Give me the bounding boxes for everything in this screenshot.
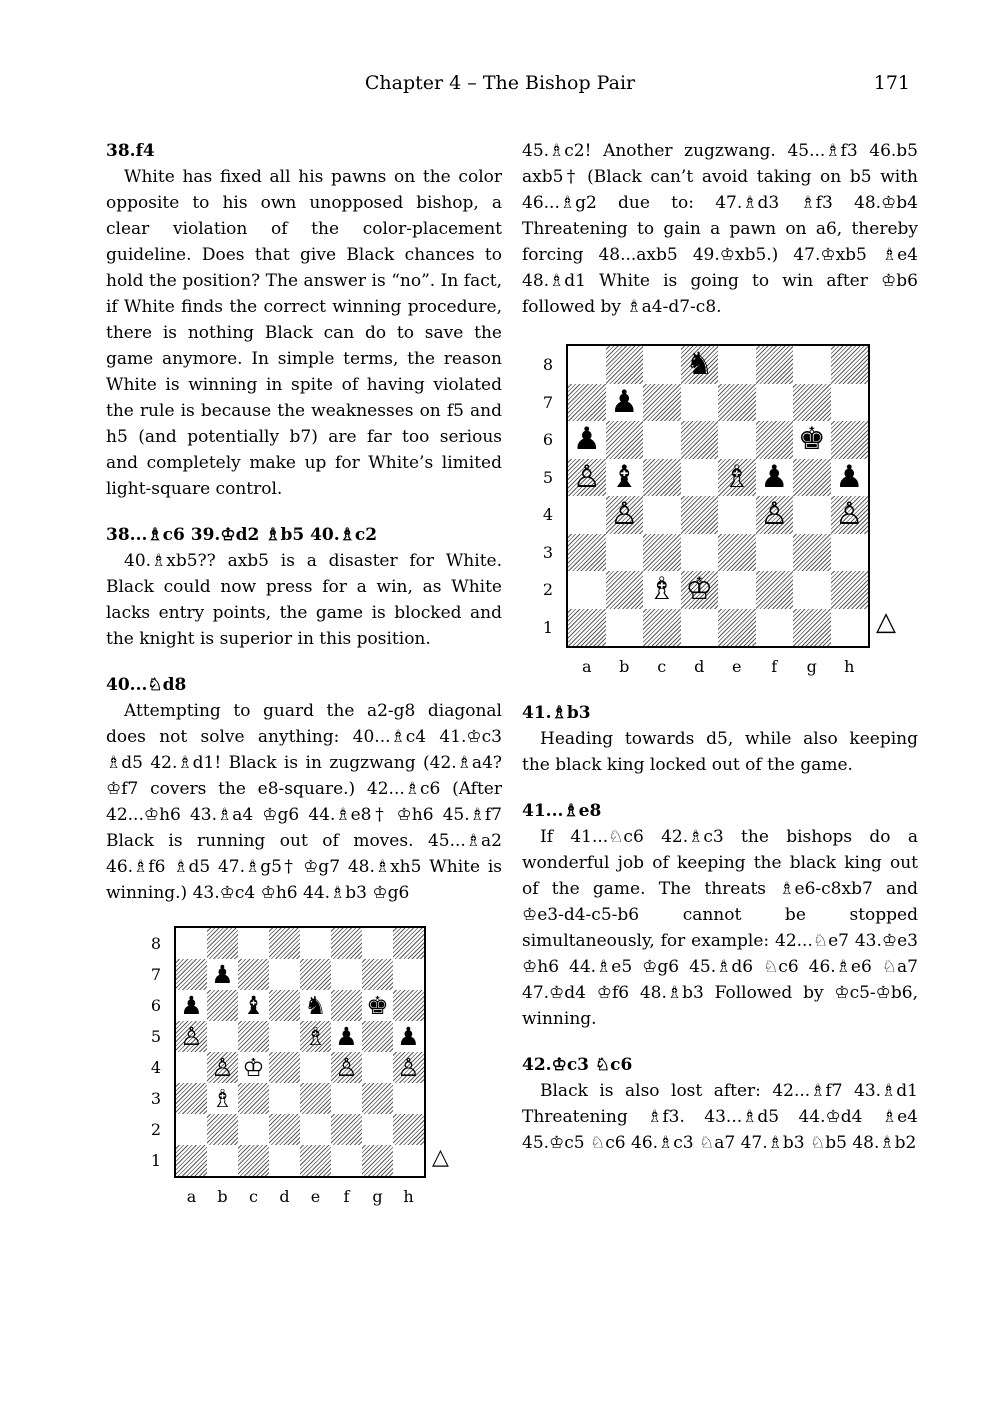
chess-piece-icon: ♟ [760,458,789,495]
square-e2 [718,571,756,609]
chess-piece-icon: ♟ [211,960,234,989]
chess-piece-icon: ♙ [397,1053,420,1082]
chess-piece-icon: ♟ [835,458,864,495]
commentary-paragraph: White has fixed all his pawns on the color opposite to his own unopposed bishop, a clear violation of the color-placement guideline. Does that give Black chances to hold the position? The answer is “no”. In fact, if White finds the correct winning procedure, there is nothing Black can do to save the game anymore. In simple terms, the reason White is winning in spite of having violated the rule is because the weaknesses on f5 and h5 (and potentially b7) are far too serious and completely make up for White’s limited light-square control. [106,167,502,499]
chess-piece-icon: ♚ [797,421,826,458]
square-f2 [756,571,794,609]
square-g1 [793,609,831,647]
file-label: h [844,657,855,676]
chess-diagram-right [522,344,918,700]
square-d1 [269,1145,300,1176]
square-b6 [207,990,238,1021]
square-f4 [331,1052,362,1083]
chess-piece-icon: ♟ [180,991,203,1020]
square-d2 [269,1114,300,1145]
chapter-title: Chapter 4 – The Bishop Pair [364,72,636,94]
file-label: e [310,1187,321,1206]
square-g3 [362,1083,393,1114]
square-f7 [331,959,362,990]
square-c7 [238,959,269,990]
square-d6 [269,990,300,1021]
rank-labels [146,928,166,1176]
square-c6 [238,990,269,1021]
square-c4 [643,496,681,534]
move-heading: 42.♔c3 ♘c6 [522,1055,633,1075]
square-b5 [207,1021,238,1052]
square-a7 [176,959,207,990]
square-f4 [756,496,794,534]
square-h8 [831,346,869,384]
rank-label: 1 [542,617,554,637]
rank-label: 8 [150,934,162,953]
square-b8 [606,346,644,384]
square-h1 [831,609,869,647]
move-heading: 41.♗b3 [522,703,591,723]
square-f5 [331,1021,362,1052]
chess-piece-icon: ♙ [180,1022,203,1051]
square-f6 [756,421,794,459]
square-a5 [176,1021,207,1052]
square-a4 [568,496,606,534]
file-label: b [217,1187,228,1206]
square-h4 [831,496,869,534]
square-g7 [362,959,393,990]
square-f8 [756,346,794,384]
rank-label: 7 [542,392,554,412]
square-h6 [831,421,869,459]
square-g7 [793,384,831,422]
rank-label: 2 [542,580,554,599]
square-e5 [300,1021,331,1052]
square-e6 [718,421,756,459]
page-number: 171 [873,72,910,94]
square-f3 [756,534,794,572]
rank-label: 5 [542,467,554,487]
square-a7 [568,384,606,422]
square-c8 [238,928,269,959]
rank-label: 2 [150,1120,162,1139]
chess-piece-icon: ♙ [572,458,601,495]
square-c8 [643,346,681,384]
file-label: a [186,1187,197,1206]
rank-label: 6 [542,430,554,449]
square-c1 [238,1145,269,1176]
rank-label: 4 [150,1058,162,1077]
square-g6 [362,990,393,1021]
square-a1 [568,609,606,647]
square-a6 [176,990,207,1021]
square-a3 [176,1083,207,1114]
square-b1 [606,609,644,647]
square-d8 [269,928,300,959]
file-label: d [279,1187,290,1206]
square-a6 [568,421,606,459]
square-a8 [568,346,606,384]
rank-label: 4 [542,505,554,524]
square-b8 [207,928,238,959]
chess-piece-icon: ♔ [242,1053,265,1082]
commentary-paragraph: Heading towards d5, while also keeping the black king locked out of the game. [522,729,918,775]
square-e7 [718,384,756,422]
square-c6 [643,421,681,459]
file-label: g [372,1187,383,1206]
square-a2 [568,571,606,609]
chess-piece-icon: ♗ [647,571,676,608]
square-g4 [362,1052,393,1083]
square-b6 [606,421,644,459]
file-label: b [619,657,630,676]
square-h3 [393,1083,424,1114]
file-label: g [806,657,817,676]
square-f8 [331,928,362,959]
square-b4 [207,1052,238,1083]
commentary-paragraph: If 41...♘c6 42.♗c3 the bishops do a wonderful job of keeping the black king out of the game. The threats ♗e6-c8xb7 and ♔e3-d4-c5-b6 cannot be stopped simultaneously, for example: 42...♘e7 43.♔e3 ♔h6 44.♗e5 ♔g6 45.♗d6 ♘c6 46.♗e6 ♘a7 47.♔d4 ♔f6 48.♗b3 Followed by ♔c5-♔b6, winning. [522,827,918,1029]
file-label: f [771,657,778,676]
square-h1 [393,1145,424,1176]
rank-label: 1 [150,1151,162,1170]
chess-piece-icon: ♔ [685,571,714,608]
white-to-move-icon: △ [876,606,896,637]
square-b7 [606,384,644,422]
square-h3 [831,534,869,572]
square-b2 [207,1114,238,1145]
chess-board [174,926,426,1178]
square-d2 [681,571,719,609]
file-label: f [343,1187,350,1206]
square-h8 [393,928,424,959]
square-e4 [718,496,756,534]
file-label: a [581,657,592,676]
square-d5 [681,459,719,497]
chess-piece-icon: ♗ [304,1022,327,1051]
chess-piece-icon: ♝ [610,458,639,495]
square-c2 [643,571,681,609]
chess-piece-icon: ♞ [685,346,714,383]
square-a8 [176,928,207,959]
chess-piece-icon: ♗ [722,458,751,495]
chess-piece-icon: ♟ [572,421,601,458]
square-c5 [643,459,681,497]
chess-piece-icon: ♙ [610,496,639,533]
square-e4 [300,1052,331,1083]
square-d3 [681,534,719,572]
square-b4 [606,496,644,534]
square-c5 [238,1021,269,1052]
move-heading: 38...♗c6 39.♔d2 ♗b5 40.♗c2 [106,525,378,545]
chess-piece-icon: ♟ [610,383,639,420]
square-h7 [831,384,869,422]
square-g2 [793,571,831,609]
square-h5 [393,1021,424,1052]
square-c2 [238,1114,269,1145]
chess-piece-icon: ♟ [397,1022,420,1051]
square-e2 [300,1114,331,1145]
square-h7 [393,959,424,990]
square-g5 [793,459,831,497]
file-labels [176,1184,424,1210]
square-d5 [269,1021,300,1052]
square-e7 [300,959,331,990]
square-b5 [606,459,644,497]
rank-label: 6 [150,996,162,1015]
square-d7 [269,959,300,990]
square-h2 [831,571,869,609]
chess-piece-icon: ♗ [211,1084,234,1113]
chess-piece-icon: ♚ [366,991,389,1020]
square-b2 [606,571,644,609]
square-g5 [362,1021,393,1052]
file-label: c [249,1187,258,1206]
file-label: c [657,657,667,676]
right-column [522,138,918,1156]
file-label: e [732,657,742,676]
square-f1 [331,1145,362,1176]
square-c1 [643,609,681,647]
square-d1 [681,609,719,647]
move-heading: 38.f4 [106,141,155,161]
white-to-move-icon: △ [432,1145,449,1170]
square-g4 [793,496,831,534]
square-e8 [300,928,331,959]
commentary-paragraph: 40.♗xb5?? axb5 is a disaster for White. Black could now press for a win, as White lacks entry points, the game is blocked and the knight is superior in this position. [106,551,502,649]
square-a1 [176,1145,207,1176]
rank-label: 5 [150,1027,162,1046]
square-d3 [269,1083,300,1114]
square-d6 [681,421,719,459]
square-a3 [568,534,606,572]
square-c7 [643,384,681,422]
rank-label: 3 [542,542,554,562]
square-f5 [756,459,794,497]
chess-piece-icon: ♟ [335,1022,358,1051]
chess-piece-icon: ♙ [211,1053,234,1082]
file-label: d [694,657,705,676]
chess-piece-icon: ♙ [335,1053,358,1082]
square-a5 [568,459,606,497]
square-e1 [718,609,756,647]
square-f1 [756,609,794,647]
chess-board [566,344,870,648]
square-c3 [643,534,681,572]
square-d4 [681,496,719,534]
square-e1 [300,1145,331,1176]
square-g8 [362,928,393,959]
chess-piece-icon: ♙ [760,496,789,533]
square-h4 [393,1052,424,1083]
move-heading: 40...♘d8 [106,675,187,695]
square-g2 [362,1114,393,1145]
left-column [106,138,502,1226]
square-g8 [793,346,831,384]
rank-label: 3 [150,1089,162,1108]
square-d7 [681,384,719,422]
square-d4 [269,1052,300,1083]
commentary-paragraph: 45.♗c2! Another zugzwang. 45...♗f3 46.b5 axb5† (Black can’t avoid taking on b5 with 46...♗g2 due to: 47.♗d3 ♗f3 48.♔b4 Threatening to gain a pawn on a6, thereby forcing 48...axb5 49.♔xb5.) 47.♔xb5 ♗e4 48.♗d1 White is going to win after ♔b6 followed by ♗a4-d7-c8. [522,141,918,317]
square-f3 [331,1083,362,1114]
move-heading: 41...♗e8 [522,801,602,821]
square-b7 [207,959,238,990]
commentary-paragraph: Black is also lost after: 42...♗f7 43.♗d1 Threatening ♗f3. 43...♗d5 44.♔d4 ♗e4 45.♔c5 ♘c6 46.♗c3 ♘a7 47.♗b3 ♘b5 48.♗b2 [522,1081,918,1153]
rank-label: 7 [150,965,162,984]
square-b3 [207,1083,238,1114]
square-h2 [393,1114,424,1145]
square-a4 [176,1052,207,1083]
square-a2 [176,1114,207,1145]
square-e3 [718,534,756,572]
square-f6 [331,990,362,1021]
square-g6 [793,421,831,459]
square-c4 [238,1052,269,1083]
square-f2 [331,1114,362,1145]
commentary-paragraph: Attempting to guard the a2-g8 diagonal does not solve anything: 40...♗c4 41.♔c3 ♗d5 42.♗d1! Black is in zugzwang (42.♗a4? ♔f7 covers the e8-square.) 42...♗c6 (After 42...♔h6 43.♗a4 ♔g6 44.♗e8† ♔h6 45.♗f7 Black is running out of moves. 45...♗a2 46.♗f6 ♗d5 47.♗g5† ♔g7 48.♗xh5 White is winning.) 43.♔c4 ♔h6 44.♗b3 ♔g6 [106,701,502,903]
file-label: h [403,1187,414,1206]
square-d8 [681,346,719,384]
square-b1 [207,1145,238,1176]
square-h5 [831,459,869,497]
chess-piece-icon: ♞ [304,991,327,1020]
rank-labels [538,346,558,646]
rank-label: 8 [542,355,554,374]
square-b3 [606,534,644,572]
square-f7 [756,384,794,422]
square-e6 [300,990,331,1021]
file-labels [568,654,868,680]
square-g3 [793,534,831,572]
square-g1 [362,1145,393,1176]
chess-piece-icon: ♝ [242,991,265,1020]
square-e5 [718,459,756,497]
square-h6 [393,990,424,1021]
chess-diagram-left [106,926,502,1226]
square-c3 [238,1083,269,1114]
chess-piece-icon: ♙ [835,496,864,533]
square-e8 [718,346,756,384]
square-e3 [300,1083,331,1114]
